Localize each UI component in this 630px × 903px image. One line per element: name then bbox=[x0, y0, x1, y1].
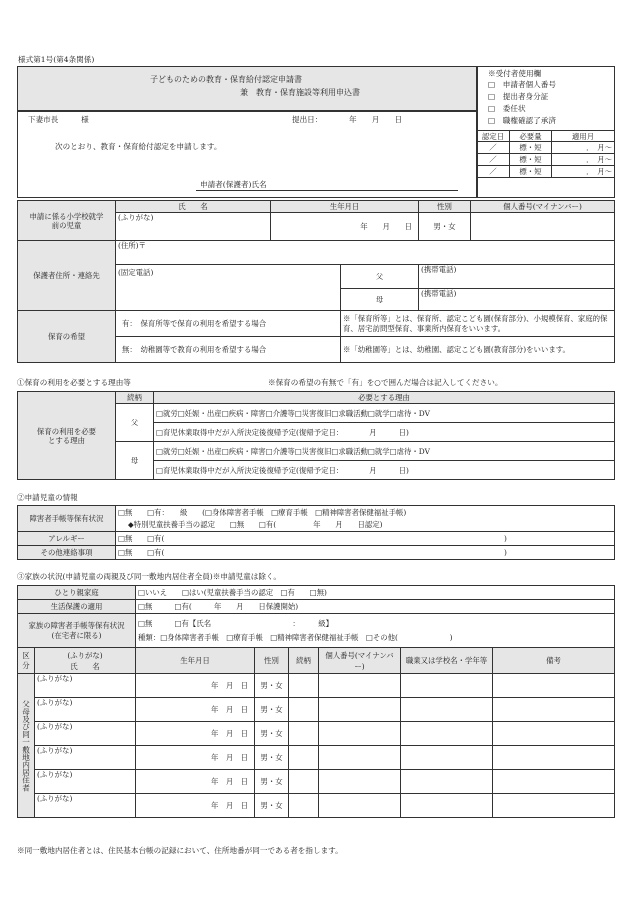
office-use-item: □ 提出者身分証 bbox=[488, 92, 549, 101]
cert-table bbox=[476, 130, 615, 178]
member-remarks-field[interactable] bbox=[493, 674, 615, 698]
section1-title: ①保育の利用を必要とする理由等 bbox=[17, 378, 131, 387]
cert-cell[interactable]: 標・短 bbox=[510, 166, 552, 178]
col-name: 氏 名 bbox=[116, 201, 271, 213]
recipient: 下妻市長 様 bbox=[28, 115, 89, 124]
father-leave[interactable]: □育児休業取得中だが入所決定後復帰予定(復帰予定日： 月 日) bbox=[154, 423, 615, 442]
member-relation-field[interactable] bbox=[289, 674, 319, 698]
single-parent-field[interactable]: □いいえ □はい(児童扶養手当の認定 □有 □無) bbox=[136, 586, 615, 600]
family-disability-label: 家族の障害者手帳等保有状況(在宅者に限る) bbox=[18, 614, 136, 648]
member-relation-field[interactable] bbox=[289, 746, 319, 770]
member-job-field[interactable] bbox=[401, 794, 493, 818]
col-mynumber: 個人番号(マイナンバー) bbox=[319, 648, 401, 674]
col-birth: 生年月日 bbox=[271, 201, 419, 213]
member-name-field[interactable]: (ふりがな) bbox=[35, 722, 136, 746]
cert-header: 適用月 bbox=[552, 131, 615, 142]
landline-field[interactable]: (固定電話) bbox=[116, 265, 341, 311]
hope-label: 保育の希望 bbox=[18, 311, 116, 363]
guardian-label: 保護者住所・連絡先 bbox=[18, 241, 116, 311]
member-remarks-field[interactable] bbox=[493, 722, 615, 746]
member-remarks-field[interactable] bbox=[493, 698, 615, 722]
member-mynumber-field[interactable] bbox=[319, 722, 401, 746]
member-birth-field[interactable]: 年 月 日 bbox=[136, 698, 255, 722]
other-label: その他連絡事項 bbox=[18, 546, 116, 560]
applicant-underline bbox=[196, 190, 458, 191]
mother-reasons[interactable]: □就労□妊娠・出産□疾病・障害□介護等□災害復旧□求職活動□就学□虐待・DV bbox=[154, 442, 615, 461]
welfare-label: 生活保護の適用 bbox=[18, 600, 136, 614]
family-table bbox=[17, 585, 615, 818]
hope-yes[interactable]: 有： 保育所等で保育の利用を希望する場合 bbox=[116, 311, 341, 337]
col-job: 職業又は学校名・学年等 bbox=[401, 648, 493, 674]
father-mobile-field[interactable]: (携帯電話) bbox=[419, 265, 615, 289]
mother-label: 母 bbox=[341, 289, 419, 311]
reason-row-label: 保育の利用を必要とする理由 bbox=[18, 392, 116, 480]
col-relation: 続柄 bbox=[289, 648, 319, 674]
form-number: 様式第1号(第4条関係) bbox=[18, 55, 95, 64]
address-field[interactable]: (住所)〒 bbox=[116, 241, 615, 265]
disability-label: 障害者手帳等保有状況 bbox=[18, 506, 116, 532]
member-remarks-field[interactable] bbox=[493, 770, 615, 794]
other-close: ) bbox=[504, 548, 507, 557]
child-birth-field[interactable]: 年 月 日 bbox=[271, 213, 419, 241]
member-job-field[interactable] bbox=[401, 722, 493, 746]
member-name-field[interactable]: (ふりがな) bbox=[35, 770, 136, 794]
applicant-label: 申請者(保護者)氏名 bbox=[200, 180, 267, 189]
footnote: ※同一敷地内居住者とは、住民基本台帳の記録において、住所地番が同一である者を指します。 bbox=[17, 846, 343, 855]
submit-date: 提出日： 年 月 日 bbox=[292, 115, 403, 124]
allergy-field[interactable]: □無 □有( bbox=[118, 534, 165, 543]
member-birth-field[interactable]: 年 月 日 bbox=[136, 794, 255, 818]
allergy-close: ) bbox=[504, 534, 507, 543]
cert-cell[interactable]: ／ bbox=[477, 142, 510, 154]
member-job-field[interactable] bbox=[401, 770, 493, 794]
father-label: 父 bbox=[341, 265, 419, 289]
member-name-field[interactable]: (ふりがな) bbox=[35, 698, 136, 722]
member-birth-field[interactable]: 年 月 日 bbox=[136, 770, 255, 794]
mother-relation: 母 bbox=[116, 442, 154, 480]
col-birth: 生年月日 bbox=[136, 648, 255, 674]
col-relation: 続柄 bbox=[116, 392, 154, 404]
family-disability-line2[interactable]: 種類：□身体障害者手帳 □療育手帳 □精神障害者保健福祉手帳 □その他( ) bbox=[138, 632, 453, 642]
member-remarks-field[interactable] bbox=[493, 794, 615, 818]
member-gender-field[interactable]: 男・女 bbox=[255, 722, 289, 746]
section2-title: ②申請児童の情報 bbox=[17, 493, 78, 502]
cert-header: 必要量 bbox=[510, 131, 552, 142]
cert-header: 認定日 bbox=[477, 131, 510, 142]
child-name-field[interactable]: (ふりがな) bbox=[116, 213, 271, 241]
office-use-item: □ 職権確認了承済 bbox=[488, 116, 556, 125]
cert-cell[interactable]: ／ bbox=[477, 166, 510, 178]
cert-cell[interactable]: 標・短 bbox=[510, 142, 552, 154]
allergy-label: アレルギー bbox=[18, 532, 116, 546]
member-gender-field[interactable]: 男・女 bbox=[255, 794, 289, 818]
member-name-field[interactable]: (ふりがな) bbox=[35, 746, 136, 770]
welfare-field[interactable]: □無 □有( 年 月 日保護開始) bbox=[136, 600, 615, 614]
col-remarks: 備考 bbox=[493, 648, 615, 674]
member-name-field[interactable]: (ふりがな) bbox=[35, 794, 136, 818]
member-gender-field[interactable]: 男・女 bbox=[255, 770, 289, 794]
office-use-title: ※受付者使用欄 bbox=[488, 69, 542, 78]
hope-no[interactable]: 無： 幼稚園等で教育の利用を希望する場合 bbox=[116, 337, 341, 363]
member-name-field[interactable]: (ふりがな) bbox=[35, 674, 136, 698]
col-reason: 必要とする理由 bbox=[154, 392, 615, 404]
intro-text: 次のとおり、教育・保育給付認定を申請します。 bbox=[55, 142, 222, 151]
member-relation-field[interactable] bbox=[289, 698, 319, 722]
member-birth-field[interactable]: 年 月 日 bbox=[136, 722, 255, 746]
member-remarks-field[interactable] bbox=[493, 746, 615, 770]
office-use-item: □ 委任状 bbox=[488, 104, 526, 113]
member-relation-field[interactable] bbox=[289, 794, 319, 818]
member-job-field[interactable] bbox=[401, 698, 493, 722]
member-relation-field[interactable] bbox=[289, 770, 319, 794]
form-title-line2: 兼 教育・保育施設等利用申込書 bbox=[240, 88, 360, 97]
member-gender-field[interactable]: 男・女 bbox=[255, 746, 289, 770]
mother-leave[interactable]: □育児休業取得中だが入所決定後復帰予定(復帰予定日： 月 日) bbox=[154, 461, 615, 480]
cert-cell[interactable]: ． 月～ bbox=[552, 154, 615, 166]
col-name: 氏 名 bbox=[70, 661, 100, 671]
member-gender-field[interactable]: 男・女 bbox=[255, 674, 289, 698]
hope-no-note: ※「幼稚園等」とは、幼稚園、認定こども園(教育部分)をいいます。 bbox=[341, 337, 615, 363]
disability-line2[interactable]: ◆特別児童扶養手当の認定 □無 □有( 年 月 日認定) bbox=[128, 519, 383, 529]
col-kubun: 区分 bbox=[18, 648, 35, 674]
member-gender-field[interactable]: 男・女 bbox=[255, 698, 289, 722]
cert-cell[interactable]: 標・短 bbox=[510, 154, 552, 166]
family-side-label: 父母及び同一敷地内居住者 bbox=[18, 674, 35, 818]
child-gender-field[interactable]: 男・女 bbox=[419, 213, 471, 241]
single-parent-label: ひとり親家庭 bbox=[18, 586, 136, 600]
child-mynumber-field[interactable] bbox=[471, 213, 615, 241]
hope-yes-note: ※「保育所等」とは、保育所、認定こども園(保育部分)、小規模保育、家庭的保育、居宅訪問型保育、事業所内保育をいいます。 bbox=[341, 311, 615, 337]
member-relation-field[interactable] bbox=[289, 722, 319, 746]
member-job-field[interactable] bbox=[401, 746, 493, 770]
cert-cell[interactable]: ． 月～ bbox=[552, 142, 615, 154]
section3-title: ③家族の状況(申請児童の両親及び同一敷地内居住者全員)※申請児童は除く。 bbox=[17, 572, 281, 581]
office-use-item: □ 申請者個人番号 bbox=[488, 80, 556, 89]
reason-table bbox=[17, 391, 615, 480]
member-birth-field[interactable]: 年 月 日 bbox=[136, 746, 255, 770]
cert-cell[interactable]: ／ bbox=[477, 154, 510, 166]
cert-cell[interactable]: ． 月～ bbox=[552, 166, 615, 178]
father-reasons[interactable]: □就労□妊娠・出産□疾病・障害□介護等□災害復旧□求職活動□就学□虐待・DV bbox=[154, 404, 615, 423]
member-mynumber-field[interactable] bbox=[319, 794, 401, 818]
father-relation: 父 bbox=[116, 404, 154, 442]
col-furigana: (ふりがな) bbox=[67, 650, 103, 660]
member-mynumber-field[interactable] bbox=[319, 698, 401, 722]
member-mynumber-field[interactable] bbox=[319, 674, 401, 698]
col-gender: 性別 bbox=[419, 201, 471, 213]
member-mynumber-field[interactable] bbox=[319, 770, 401, 794]
member-job-field[interactable] bbox=[401, 674, 493, 698]
member-mynumber-field[interactable] bbox=[319, 746, 401, 770]
child-table bbox=[17, 200, 615, 363]
child-row-label: 申請に係る小学校就学前の児童 bbox=[18, 201, 116, 241]
member-birth-field[interactable]: 年 月 日 bbox=[136, 674, 255, 698]
col-gender: 性別 bbox=[255, 648, 289, 674]
col-mynumber: 個人番号(マイナンバー) bbox=[471, 201, 615, 213]
family-disability-line1[interactable]: □無 □有【氏名 ： 級】 bbox=[138, 618, 334, 628]
disability-line1[interactable]: □無 □有： 級 (□身体障害者手帳 □療育手帳 □精神障害者保健福祉手帳) bbox=[118, 507, 407, 517]
section1-note: ※保育の希望の有無で「有」を○で囲んだ場合は記入してください。 bbox=[268, 378, 503, 387]
other-field[interactable]: □無 □有( bbox=[118, 548, 165, 557]
mother-mobile-field[interactable]: (携帯電話) bbox=[419, 289, 615, 311]
form-title-line1: 子どものための教育・保育給付認定申請書 bbox=[150, 75, 302, 84]
child-info-table bbox=[17, 505, 615, 560]
